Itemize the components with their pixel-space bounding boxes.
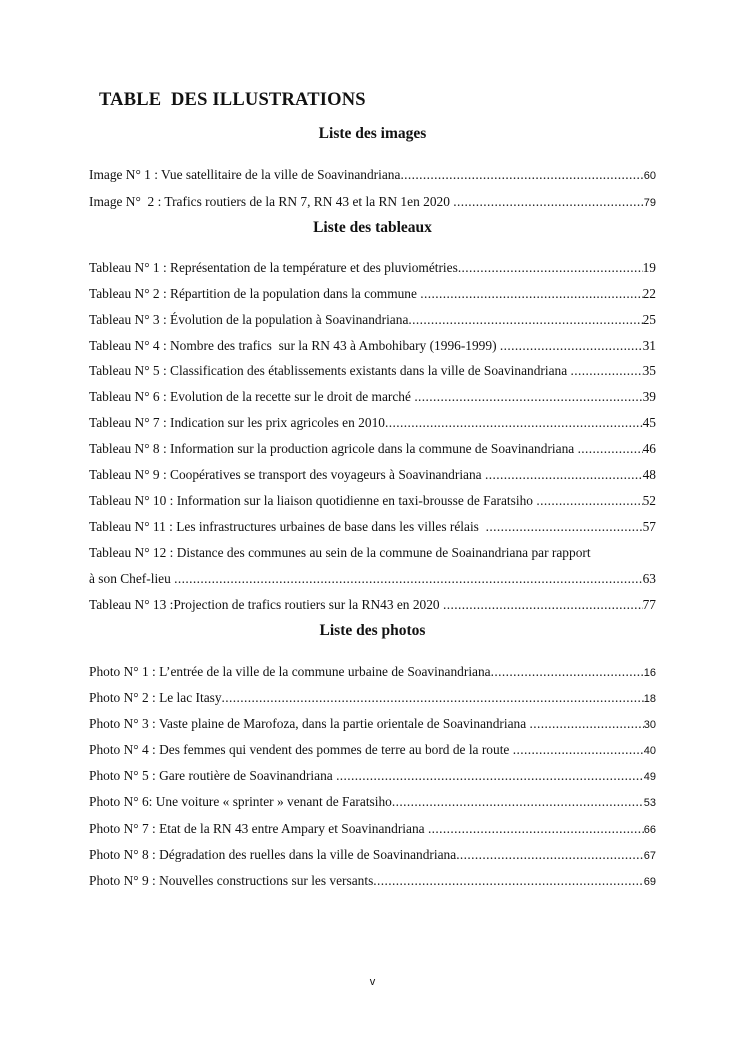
dot-leader	[408, 311, 642, 329]
toc-entry-tableau-7	[89, 414, 656, 432]
toc-entry-label: Photo N° 4 : Des femmes qui vendent des pommes de terre au bord de la route	[89, 742, 513, 757]
toc-entry-label: Tableau N° 4 : Nombre des trafics sur la RN 43 à Ambohibary (1996-1999)	[89, 338, 500, 353]
toc-entry-tableau-4	[89, 337, 656, 355]
toc-entry-label: Photo N° 8 : Dégradation des ruelles dans la ville de Soavinandriana	[89, 847, 457, 862]
toc-entry-label: Tableau N° 1 : Représentation de la température et des pluviométries	[89, 260, 458, 275]
toc-entry-tableau-12-continued	[89, 570, 656, 588]
toc-entry-tableau-2	[89, 285, 656, 303]
toc-entry-label: Tableau N° 11 : Les infrastructures urbaines de base dans les villes rélais	[89, 519, 486, 534]
toc-entry-label: Photo N° 3 : Vaste plaine de Marofoza, dans la partie orientale de Soavinandriana	[89, 716, 530, 731]
dot-leader	[222, 689, 644, 707]
dot-leader	[500, 337, 643, 355]
dot-leader	[428, 820, 644, 838]
toc-entry-photo-2	[89, 689, 656, 708]
toc-entry-label: Photo N° 9 : Nouvelles constructions sur les versants	[89, 873, 374, 888]
tableaux-heading: Liste des tableaux	[313, 219, 432, 236]
toc-entry-tableau-9	[89, 466, 656, 484]
toc-entry-page: 16	[643, 667, 656, 679]
dot-leader	[491, 663, 644, 681]
toc-entry-photo-3	[89, 715, 656, 734]
toc-entry-page: 25	[642, 312, 656, 327]
toc-entry-label: Image N° 1 : Vue satellitaire de la ville de Soavinandriana	[89, 167, 401, 182]
toc-entry-label: Tableau N° 10 : Information sur la liaison quotidienne en taxi-brousse de Faratsiho	[89, 493, 537, 508]
toc-entry-page: 48	[642, 467, 656, 482]
toc-entry-tableau-10	[89, 492, 656, 510]
dot-leader	[414, 388, 642, 406]
toc-entry-page: 66	[643, 824, 656, 836]
dot-leader	[530, 715, 644, 733]
toc-entry-page: 67	[643, 850, 656, 862]
dot-leader	[400, 166, 643, 184]
toc-entry-label: Tableau N° 3 : Évolution de la population à Soavinandriana	[89, 312, 409, 327]
dot-leader	[485, 466, 643, 484]
page-number: v	[369, 976, 376, 988]
toc-entry-label: Photo N° 7 : Etat de la RN 43 entre Ampary et Soavinandriana	[89, 821, 428, 836]
toc-entry-image-1	[89, 166, 656, 185]
toc-entry-label: Tableau N° 9 : Coopératives se transport des voyageurs à Soavinandriana	[89, 467, 485, 482]
toc-entry-label: Photo N° 5 : Gare routière de Soavinandriana	[89, 768, 337, 783]
toc-entry-photo-6	[89, 793, 656, 812]
toc-entry-label: Photo N° 1 : L’entrée de la ville de la commune urbaine de Soavinandriana	[89, 664, 491, 679]
dot-leader	[456, 846, 644, 864]
toc-entry-label: Tableau N° 6 : Evolution de la recette sur le droit de marché	[89, 389, 415, 404]
dot-leader	[578, 440, 643, 458]
toc-entry-page: 52	[642, 493, 656, 508]
images-heading: Liste des images	[318, 125, 427, 142]
dot-leader	[385, 414, 643, 432]
photos-heading: Liste des photos	[319, 622, 426, 639]
dot-leader	[174, 570, 642, 588]
toc-entry-photo-4	[89, 741, 656, 760]
dot-leader	[373, 872, 643, 890]
toc-entry-page: 18	[643, 693, 656, 705]
toc-entry-label: Photo N° 2 : Le lac Itasy	[89, 690, 222, 705]
toc-entry-label: Tableau N° 13 :Projection de trafics routiers sur la RN43 en 2020	[89, 597, 443, 612]
toc-entry-page: 77	[642, 597, 656, 612]
toc-entry-page: 57	[642, 519, 656, 534]
toc-entry-label: Tableau N° 7 : Indication sur les prix agricoles en 2010	[89, 415, 385, 430]
toc-entry-page: 40	[643, 745, 656, 757]
toc-entry-image-2	[89, 193, 656, 212]
toc-entry-page: 49	[643, 771, 656, 783]
toc-entry-tableau-8	[89, 440, 656, 458]
toc-entry-photo-9	[89, 872, 656, 891]
toc-entry-page: 19	[642, 260, 656, 275]
toc-entry-page: 22	[642, 286, 656, 301]
page-title: TABLE DES ILLUSTRATIONS	[99, 90, 366, 110]
toc-entry-tableau-11	[89, 518, 656, 536]
dot-leader	[486, 518, 643, 536]
toc-entry-label: Tableau N° 8 : Information sur la production agricole dans la commune de Soavinandriana	[89, 441, 578, 456]
toc-entry-label: Tableau N° 5 : Classification des établissements existants dans la ville de Soavinandriana	[89, 363, 571, 378]
toc-entry-tableau-12	[89, 544, 656, 562]
toc-entry-tableau-13	[89, 596, 656, 614]
dot-leader	[571, 362, 643, 380]
toc-entry-label: Tableau N° 12 : Distance des communes au sein de la commune de Soainandriana par rapport	[89, 545, 591, 560]
toc-entry-tableau-5	[89, 362, 656, 380]
toc-entry-tableau-3	[89, 311, 656, 329]
dot-leader	[336, 767, 644, 785]
toc-entry-page: 63	[642, 571, 656, 586]
toc-entry-photo-8	[89, 846, 656, 865]
toc-entry-page: 46	[642, 441, 656, 456]
dot-leader	[392, 793, 644, 811]
toc-entry-page: 30	[643, 719, 656, 731]
dot-leader	[513, 741, 644, 759]
toc-entry-page: 39	[642, 389, 656, 404]
toc-entry-photo-1	[89, 663, 656, 682]
toc-entry-photo-5	[89, 767, 656, 786]
toc-entry-page: 79	[643, 197, 656, 209]
toc-entry-page: 35	[642, 363, 656, 378]
dot-leader	[420, 285, 642, 303]
toc-entry-label: Image N° 2 : Trafics routiers de la RN 7, RN 43 et la RN 1en 2020	[89, 194, 454, 209]
toc-entry-photo-7	[89, 820, 656, 839]
toc-entry-page: 53	[643, 797, 656, 809]
toc-entry-label: à son Chef-lieu	[89, 571, 175, 586]
toc-entry-page: 31	[642, 338, 656, 353]
dot-leader	[536, 492, 642, 510]
dot-leader	[443, 596, 643, 614]
toc-entry-page: 60	[643, 170, 656, 182]
toc-entry-page: 69	[643, 876, 656, 888]
toc-entry-tableau-1	[89, 259, 656, 277]
toc-entry-page: 45	[642, 415, 656, 430]
dot-leader	[458, 259, 643, 277]
toc-entry-label: Photo N° 6: Une voiture « sprinter » venant de Faratsiho	[89, 794, 392, 809]
toc-entry-tableau-6	[89, 388, 656, 406]
dot-leader	[453, 193, 644, 211]
toc-entry-label: Tableau N° 2 : Répartition de la population dans la commune	[89, 286, 421, 301]
